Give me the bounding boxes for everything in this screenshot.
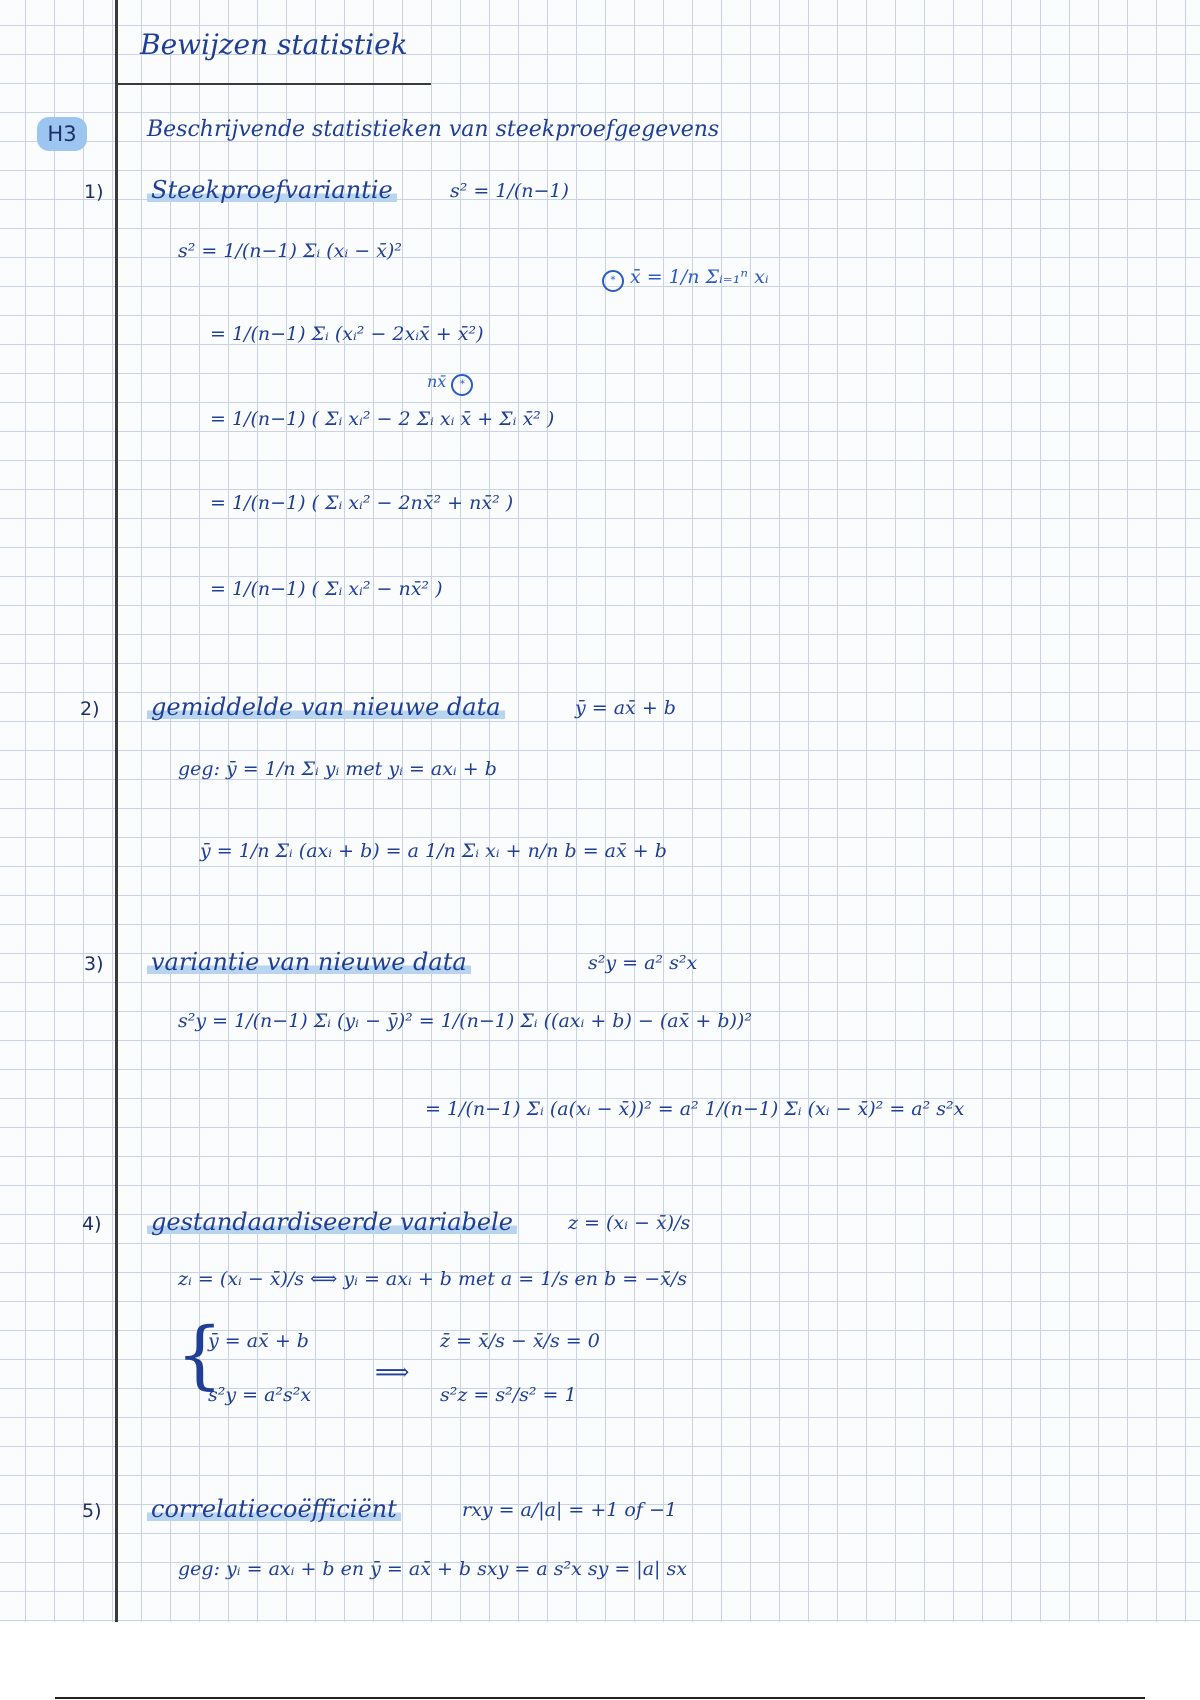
heading-formula: s² = 1/(n−1) [450,180,569,202]
chapter-title: Beschrijvende statistieken van steekproefgegevens [147,117,720,142]
formula-line: ȳ = 1/n Σᵢ (axᵢ + b) = a 1/n Σᵢ xᵢ + n/n b = ax̄ + b [200,840,667,862]
formula-line: = 1/(n−1) Σᵢ (xᵢ² − 2xᵢx̄ + x̄²) [210,323,484,345]
result-equation: z̄ = x̄/s − x̄/s = 0 [440,1330,600,1352]
implies-arrow: ⟹ [375,1358,410,1386]
brace-annotation: nx̄ * [427,372,473,396]
page-title: Bewijzen statistiek [140,28,408,61]
formula-line: = 1/(n−1) ( Σᵢ xᵢ² − 2nx̄² + nx̄² ) [210,492,514,514]
formula-line: zᵢ = (xᵢ − x̄)/s ⟺ yᵢ = axᵢ + b met a = 1/s en b = −x̄/s [178,1268,688,1290]
formula-line: = 1/(n−1) ( Σᵢ xᵢ² − 2 Σᵢ xᵢ x̄ + Σᵢ x̄² ) [210,408,555,430]
side-note: * x̄ = 1/n Σᵢ₌₁ⁿ xᵢ [602,266,769,292]
formula-line: s² = 1/(n−1) Σᵢ (xᵢ − x̄)² [178,240,402,262]
margin-line [115,0,118,1622]
formula-line: s²y = 1/(n−1) Σᵢ (yᵢ − ȳ)² = 1/(n−1) Σᵢ ((axᵢ + b) − (ax̄ + b))² [178,1010,752,1032]
section-heading: Steekproefvariantie [147,176,397,204]
heading-formula: s²y = a² s²x [588,952,698,974]
result-equation: s²z = s²/s² = 1 [440,1384,577,1406]
formula-line: = 1/(n−1) Σᵢ (a(xᵢ − x̄))² = a² 1/(n−1) Σᵢ (xᵢ − x̄)² = a² s²x [425,1098,965,1120]
section-heading: gestandaardiseerde variabele [147,1208,517,1236]
section-heading: gemiddelde van nieuwe data [147,693,505,721]
section-number: 4) [82,1213,102,1235]
formula-line: geg: ȳ = 1/n Σᵢ yᵢ met yᵢ = axᵢ + b [178,758,497,780]
heading-formula: rxy = a/|a| = +1 of −1 [462,1499,677,1521]
heading-formula: z = (xᵢ − x̄)/s [568,1212,691,1234]
heading-formula: ȳ = ax̄ + b [575,697,676,719]
formula-line: geg: yᵢ = axᵢ + b en ȳ = ax̄ + b sxy = a s²x sy = |a| sx [178,1558,687,1580]
section-number: 2) [80,698,100,720]
left-brace: { [176,1312,224,1398]
system-equation: s²y = a²s²x [208,1384,312,1406]
section-number: 5) [82,1500,102,1522]
page-bottom-rule [55,1697,1145,1699]
section-heading: variantie van nieuwe data [147,948,471,976]
section-number: 1) [84,181,104,203]
system-equation: ȳ = ax̄ + b [208,1330,309,1352]
title-underline [118,83,431,85]
section-number: 3) [84,953,104,975]
section-heading: correlatiecoëfficiënt [147,1495,401,1523]
chapter-label: H3 [37,117,87,151]
formula-line: = 1/(n−1) ( Σᵢ xᵢ² − nx̄² ) [210,578,443,600]
